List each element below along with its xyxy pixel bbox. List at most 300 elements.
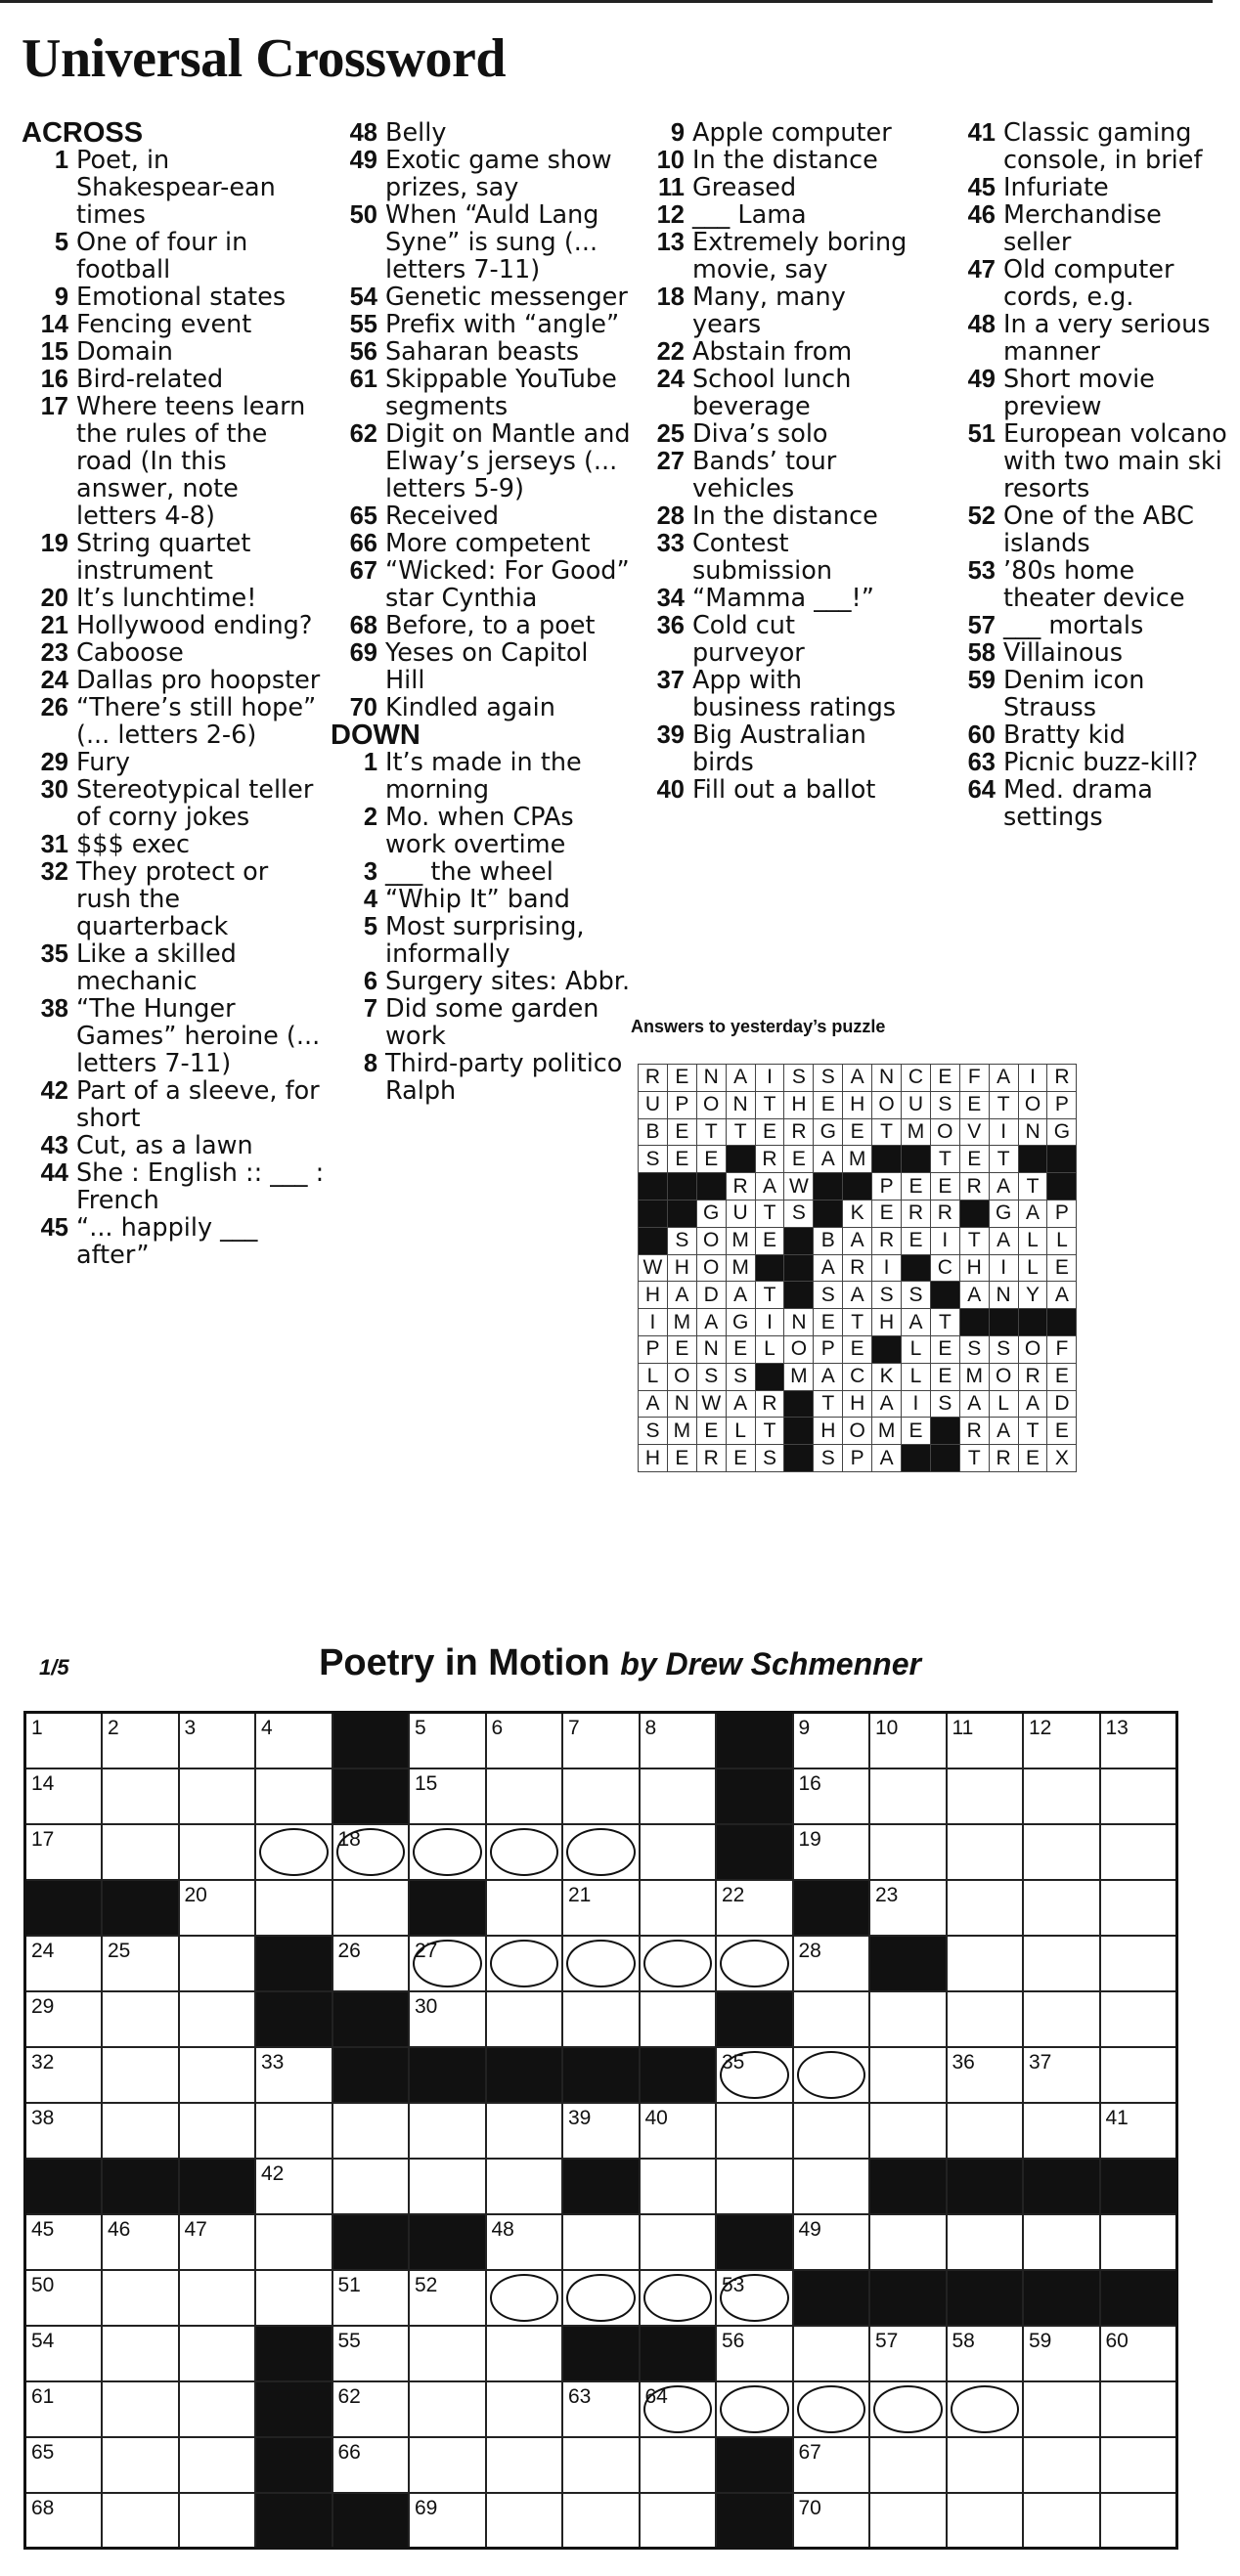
answer-letter: I <box>872 1254 902 1282</box>
answer-letter: K <box>843 1200 872 1227</box>
grid-cell[interactable] <box>25 1824 103 1880</box>
clue-text: Kindled again <box>385 693 555 722</box>
grid-cell[interactable] <box>179 2047 256 2103</box>
grid-cell[interactable] <box>179 1991 256 2047</box>
grid-cell[interactable] <box>1100 2493 1177 2549</box>
grid-cell[interactable] <box>947 2047 1024 2103</box>
grid-cell[interactable] <box>409 1991 486 2047</box>
grid-cell[interactable] <box>102 2437 179 2493</box>
grid-cell[interactable] <box>640 1880 717 1936</box>
grid-cell[interactable] <box>869 2437 947 2493</box>
grid-cell[interactable] <box>793 1991 870 2047</box>
grid-cell[interactable] <box>409 2381 486 2437</box>
grid-cell[interactable] <box>102 1824 179 1880</box>
clue-number: 64 <box>967 776 996 804</box>
grid-cell[interactable] <box>793 2103 870 2159</box>
grid-cell[interactable] <box>640 1936 717 1991</box>
clue-text: “The Hunger Games” heroine (... letters 7-11) <box>76 994 321 1078</box>
grid-cell[interactable] <box>25 2047 103 2103</box>
grid-cell[interactable] <box>793 2381 870 2437</box>
grid-cell[interactable] <box>1100 1768 1177 1824</box>
clue-text: Emotional states <box>76 283 287 312</box>
grid-cell[interactable] <box>486 1991 563 2047</box>
grid-cell[interactable] <box>869 1991 947 2047</box>
grid-cell[interactable] <box>332 1880 410 1936</box>
grid-cell[interactable] <box>25 2270 103 2326</box>
clue-number: 63 <box>967 749 996 776</box>
grid-cell[interactable] <box>255 1824 332 1880</box>
grid-cell[interactable] <box>486 2326 563 2381</box>
grid-cell[interactable] <box>1100 1713 1177 1768</box>
clue-number: 29 <box>40 749 68 776</box>
grid-cell[interactable] <box>332 1936 410 1991</box>
grid-cell[interactable] <box>486 2159 563 2214</box>
grid-cell[interactable] <box>102 2214 179 2270</box>
grid-cell[interactable] <box>640 2381 717 2437</box>
grid-cell[interactable] <box>562 1880 640 1936</box>
grid-cell[interactable] <box>716 2047 793 2103</box>
cell-number: 52 <box>415 2273 438 2296</box>
clue-number: 58 <box>967 639 996 667</box>
grid-cell[interactable] <box>1023 1824 1100 1880</box>
answer-letter: R <box>755 1390 784 1418</box>
clue-text: School lunch beverage <box>692 365 852 421</box>
clue-number: 37 <box>656 667 685 694</box>
grid-cell[interactable] <box>947 1880 1024 1936</box>
answer-letter: W <box>696 1390 726 1418</box>
grid-cell[interactable] <box>409 1713 486 1768</box>
cell-number: 11 <box>952 1717 974 1739</box>
clue-text: Med. drama settings <box>1003 775 1153 832</box>
grid-cell[interactable] <box>1023 2103 1100 2159</box>
clue <box>638 502 911 530</box>
grid-cell[interactable] <box>332 1824 410 1880</box>
grid-cell[interactable] <box>1100 2214 1177 2270</box>
answer-letter: E <box>930 1335 959 1363</box>
grid-cell[interactable] <box>869 2493 947 2549</box>
answer-black-square <box>902 1254 931 1282</box>
grid-cell[interactable] <box>255 1768 332 1824</box>
answer-letter: O <box>872 1091 902 1118</box>
grid-cell[interactable] <box>179 1824 256 1880</box>
grid-cell[interactable] <box>102 1713 179 1768</box>
grid-cell[interactable] <box>793 1713 870 1768</box>
answer-letter: E <box>667 1065 696 1092</box>
black-square <box>947 2270 1024 2326</box>
answer-letter: S <box>930 1091 959 1118</box>
grid-cell[interactable] <box>102 2326 179 2381</box>
grid-cell[interactable] <box>409 2437 486 2493</box>
grid-cell[interactable] <box>562 2437 640 2493</box>
grid-cell[interactable] <box>640 2270 717 2326</box>
grid-cell[interactable] <box>869 1713 947 1768</box>
byline: by Drew Schmenner <box>620 1646 921 1681</box>
grid-cell[interactable] <box>102 2270 179 2326</box>
grid-cell[interactable] <box>25 1936 103 1991</box>
grid-cell[interactable] <box>255 1880 332 1936</box>
cell-number: 12 <box>1029 1717 1052 1739</box>
clue-number: 47 <box>967 256 996 284</box>
clue-text: They protect or rush the quarterback <box>76 857 269 941</box>
grid-cell[interactable] <box>947 2326 1024 2381</box>
clue-number: 61 <box>349 366 377 393</box>
grid-cell[interactable] <box>869 2214 947 2270</box>
grid-cell[interactable] <box>486 2270 563 2326</box>
grid-cell[interactable] <box>793 2493 870 2549</box>
grid-cell[interactable] <box>332 2437 410 2493</box>
grid-cell[interactable] <box>25 2493 103 2549</box>
black-square <box>255 1936 332 1991</box>
answer-letter: L <box>726 1418 755 1445</box>
grid-cell[interactable] <box>1023 2493 1100 2549</box>
clue-number: 8 <box>363 1050 377 1077</box>
grid-cell[interactable] <box>1100 2381 1177 2437</box>
black-square <box>332 1768 410 1824</box>
grid-cell[interactable] <box>332 2326 410 2381</box>
black-square <box>179 2159 256 2214</box>
answer-black-square <box>1018 1309 1047 1336</box>
grid-cell[interactable] <box>1023 1880 1100 1936</box>
grid-cell[interactable] <box>869 1880 947 1936</box>
grid-cell[interactable] <box>640 2493 717 2549</box>
grid-cell[interactable] <box>1100 2437 1177 2493</box>
grid-cell[interactable] <box>179 1936 256 1991</box>
grid-cell[interactable] <box>562 2270 640 2326</box>
answer-letter: N <box>696 1335 726 1363</box>
grid-cell[interactable] <box>640 1768 717 1824</box>
grid-cell[interactable] <box>947 2214 1024 2270</box>
answer-letter: P <box>843 1445 872 1472</box>
grid-cell[interactable] <box>640 2437 717 2493</box>
answer-letter: I <box>1018 1065 1047 1092</box>
grid-cell[interactable] <box>1023 1713 1100 1768</box>
grid-cell[interactable] <box>793 1768 870 1824</box>
clue-number: 18 <box>656 284 685 311</box>
grid-cell[interactable] <box>102 1991 179 2047</box>
grid-cell[interactable] <box>1023 1991 1100 2047</box>
grid-row <box>25 1713 1177 1768</box>
grid-cell[interactable] <box>869 2047 947 2103</box>
cell-number: 50 <box>31 2273 55 2296</box>
grid-cell[interactable] <box>25 2381 103 2437</box>
answer-letter: H <box>784 1091 814 1118</box>
clue <box>22 1159 325 1214</box>
grid-cell[interactable] <box>562 1713 640 1768</box>
clue <box>638 667 911 721</box>
grid-cell[interactable] <box>332 2270 410 2326</box>
grid-cell[interactable] <box>947 2103 1024 2159</box>
grid-cell[interactable] <box>25 1991 103 2047</box>
clue-number: 19 <box>40 530 68 557</box>
cell-number: 15 <box>415 1771 438 1795</box>
clue-text: Abstain from <box>692 337 853 367</box>
grid-cell[interactable] <box>793 1936 870 1991</box>
clue-text: “Whip It” band <box>385 885 570 914</box>
clue <box>331 338 634 366</box>
grid-cell[interactable] <box>255 2214 332 2270</box>
top-rule <box>0 0 1213 3</box>
grid-cell[interactable] <box>562 2103 640 2159</box>
grid-cell[interactable] <box>179 2326 256 2381</box>
clue <box>22 639 325 667</box>
puzzle-title-line <box>0 1642 1240 1684</box>
circle-marker <box>797 2051 866 2099</box>
answer-letter: E <box>1018 1445 1047 1472</box>
clue <box>638 147 911 174</box>
grid-cell[interactable] <box>25 1713 103 1768</box>
clue <box>22 311 325 338</box>
grid-cell[interactable] <box>793 1824 870 1880</box>
grid-cell[interactable] <box>793 2159 870 2214</box>
grid-cell[interactable] <box>640 2159 717 2214</box>
clue <box>331 612 634 639</box>
grid-cell[interactable] <box>255 2159 332 2214</box>
clue-text: Greased <box>692 173 797 202</box>
grid-cell[interactable] <box>25 1768 103 1824</box>
answer-black-square <box>639 1200 668 1227</box>
clue-number: 51 <box>967 420 996 448</box>
answer-letter: C <box>930 1254 959 1282</box>
answer-black-square <box>784 1390 814 1418</box>
clue-text: In the distance <box>692 146 878 175</box>
grid-cell[interactable] <box>486 1936 563 1991</box>
grid-cell[interactable] <box>179 2270 256 2326</box>
grid-cell[interactable] <box>486 2103 563 2159</box>
grid-cell[interactable] <box>25 2214 103 2270</box>
answer-black-square <box>1047 1173 1077 1201</box>
grid-cell[interactable] <box>562 2381 640 2437</box>
grid-cell[interactable] <box>255 2270 332 2326</box>
grid-cell[interactable] <box>409 2103 486 2159</box>
grid-cell[interactable] <box>102 1768 179 1824</box>
grid-cell[interactable] <box>562 1824 640 1880</box>
clue-number: 1 <box>54 147 68 174</box>
grid-cell[interactable] <box>1023 2047 1100 2103</box>
grid-cell[interactable] <box>1023 1936 1100 1991</box>
grid-cell[interactable] <box>793 2326 870 2381</box>
answer-letter: L <box>1018 1227 1047 1254</box>
grid-cell[interactable] <box>486 1713 563 1768</box>
grid-cell[interactable] <box>562 1768 640 1824</box>
grid-cell[interactable] <box>409 2493 486 2549</box>
answer-letter: L <box>755 1335 784 1363</box>
grid-cell[interactable] <box>25 2103 103 2159</box>
black-square <box>869 2270 947 2326</box>
grid-cell[interactable] <box>1023 2326 1100 2381</box>
cell-number: 48 <box>491 2217 514 2241</box>
answer-letter: T <box>1018 1418 1047 1445</box>
grid-cell[interactable] <box>869 1824 947 1880</box>
grid-cell[interactable] <box>255 1713 332 1768</box>
answer-letter: N <box>726 1091 755 1118</box>
grid-cell[interactable] <box>102 2493 179 2549</box>
cell-number: 17 <box>31 1827 55 1851</box>
grid-cell[interactable] <box>640 1991 717 2047</box>
cell-number: 66 <box>337 2440 361 2464</box>
cell-number: 70 <box>798 2496 821 2519</box>
grid-cell[interactable] <box>409 1824 486 1880</box>
grid-cell[interactable] <box>716 2326 793 2381</box>
answer-letter: R <box>696 1445 726 1472</box>
grid-cell[interactable] <box>102 1936 179 1991</box>
grid-cell[interactable] <box>1023 2437 1100 2493</box>
clue <box>331 858 634 886</box>
clue <box>949 366 1232 420</box>
grid-cell[interactable] <box>1023 1768 1100 1824</box>
clue-number: 23 <box>40 639 68 667</box>
grid-cell[interactable] <box>486 1768 563 1824</box>
answer-letter: S <box>755 1445 784 1472</box>
grid-cell[interactable] <box>716 2159 793 2214</box>
circle-marker <box>259 1828 329 1876</box>
grid-cell[interactable] <box>869 2326 947 2381</box>
grid-cell[interactable] <box>562 1991 640 2047</box>
clue-text: Belly <box>385 118 447 148</box>
answer-letter: N <box>1018 1118 1047 1146</box>
grid-cell[interactable] <box>25 2326 103 2381</box>
grid-cell[interactable] <box>716 1880 793 1936</box>
answers-row <box>639 1254 1077 1282</box>
grid-cell[interactable] <box>179 1713 256 1768</box>
answer-black-square <box>784 1282 814 1309</box>
answer-letter: E <box>696 1418 726 1445</box>
clue-text: Bands’ tour vehicles <box>692 447 837 503</box>
black-square <box>25 2159 103 2214</box>
grid-cell[interactable] <box>1100 2326 1177 2381</box>
answer-letter: T <box>872 1118 902 1146</box>
circle-marker <box>873 2385 943 2433</box>
grid-cell[interactable] <box>255 2047 332 2103</box>
grid-cell[interactable] <box>409 2270 486 2326</box>
grid-cell[interactable] <box>486 1880 563 1936</box>
grid-cell[interactable] <box>947 2381 1024 2437</box>
answer-letter: D <box>1047 1390 1077 1418</box>
cell-number: 39 <box>568 2106 592 2129</box>
grid-cell[interactable] <box>562 2214 640 2270</box>
grid-cell[interactable] <box>716 2103 793 2159</box>
grid-cell[interactable] <box>1023 2214 1100 2270</box>
grid-cell[interactable] <box>179 2214 256 2270</box>
clue-number: 28 <box>656 502 685 530</box>
grid-cell[interactable] <box>869 2381 947 2437</box>
answer-letter: O <box>696 1091 726 1118</box>
grid-cell[interactable] <box>869 2103 947 2159</box>
clue <box>331 502 634 530</box>
grid-cell[interactable] <box>947 1936 1024 1991</box>
answer-letter: R <box>902 1200 931 1227</box>
grid-cell[interactable] <box>179 1880 256 1936</box>
grid-cell[interactable] <box>486 1824 563 1880</box>
grid-cell[interactable] <box>486 2214 563 2270</box>
grid-cell[interactable] <box>409 2159 486 2214</box>
grid-cell[interactable] <box>869 1768 947 1824</box>
answer-letter: A <box>989 1173 1018 1201</box>
answer-letter: C <box>902 1065 931 1092</box>
clue-number: 17 <box>40 393 68 420</box>
cell-number: 14 <box>31 1771 55 1795</box>
grid-cell[interactable] <box>179 2381 256 2437</box>
grid-cell[interactable] <box>793 2437 870 2493</box>
grid-cell[interactable] <box>640 2214 717 2270</box>
grid-cell[interactable] <box>716 1936 793 1991</box>
clue <box>331 420 634 502</box>
answer-letter: H <box>667 1254 696 1282</box>
grid-cell[interactable] <box>486 2437 563 2493</box>
answer-black-square <box>726 1146 755 1173</box>
cell-number: 21 <box>568 1883 592 1906</box>
cell-number: 9 <box>798 1717 811 1739</box>
grid-cell[interactable] <box>562 2493 640 2549</box>
grid-cell[interactable] <box>486 2381 563 2437</box>
grid-cell[interactable] <box>332 2103 410 2159</box>
answer-black-square <box>1047 1309 1077 1336</box>
grid-cell[interactable] <box>640 1713 717 1768</box>
grid-cell[interactable] <box>102 2047 179 2103</box>
grid-cell[interactable] <box>332 2159 410 2214</box>
grid-cell[interactable] <box>1100 1936 1177 1991</box>
grid-cell[interactable] <box>1100 1824 1177 1880</box>
grid-cell[interactable] <box>409 2326 486 2381</box>
grid-cell[interactable] <box>640 2103 717 2159</box>
grid-cell[interactable] <box>179 1768 256 1824</box>
clue-text: Digit on Mantle and Elway’s jerseys (... letters 5-9) <box>385 419 631 503</box>
clue-text: Infuriate <box>1003 173 1109 202</box>
grid-cell[interactable] <box>102 2103 179 2159</box>
clue <box>949 557 1232 612</box>
grid-cell[interactable] <box>793 2047 870 2103</box>
grid-cell[interactable] <box>947 1768 1024 1824</box>
grid-cell[interactable] <box>1100 1991 1177 2047</box>
grid-cell[interactable] <box>793 2214 870 2270</box>
grid-cell[interactable] <box>716 2381 793 2437</box>
cell-number: 56 <box>722 2329 745 2352</box>
grid-cell[interactable] <box>25 2437 103 2493</box>
answer-letter: P <box>814 1335 843 1363</box>
grid-cell[interactable] <box>947 1824 1024 1880</box>
grid-cell[interactable] <box>716 2270 793 2326</box>
grid-cell[interactable] <box>179 2437 256 2493</box>
answer-letter: T <box>930 1309 959 1336</box>
grid-cell[interactable] <box>409 1936 486 1991</box>
clue <box>949 174 1232 201</box>
cell-number: 61 <box>31 2384 55 2408</box>
grid-cell[interactable] <box>332 2381 410 2437</box>
grid-cell[interactable] <box>486 2493 563 2549</box>
grid-cell[interactable] <box>1023 2381 1100 2437</box>
grid-cell[interactable] <box>1100 2047 1177 2103</box>
grid-cell[interactable] <box>1100 2103 1177 2159</box>
grid-cell[interactable] <box>409 1768 486 1824</box>
grid-cell[interactable] <box>179 2103 256 2159</box>
answer-letter: I <box>755 1309 784 1336</box>
cell-number: 18 <box>337 1827 361 1851</box>
grid-cell[interactable] <box>562 1936 640 1991</box>
grid-cell[interactable] <box>179 2493 256 2549</box>
clue-text: ___ the wheel <box>385 857 554 887</box>
answer-letter: A <box>872 1390 902 1418</box>
grid-cell[interactable] <box>947 1991 1024 2047</box>
answer-letter: A <box>959 1282 989 1309</box>
grid-cell[interactable] <box>640 1824 717 1880</box>
grid-cell[interactable] <box>947 2493 1024 2549</box>
grid-cell[interactable] <box>255 2103 332 2159</box>
cell-number: 58 <box>952 2329 975 2352</box>
grid-cell[interactable] <box>947 1713 1024 1768</box>
grid-cell[interactable] <box>102 2381 179 2437</box>
grid-cell[interactable] <box>947 2437 1024 2493</box>
grid-cell[interactable] <box>1100 1880 1177 1936</box>
answer-letter: H <box>814 1418 843 1445</box>
